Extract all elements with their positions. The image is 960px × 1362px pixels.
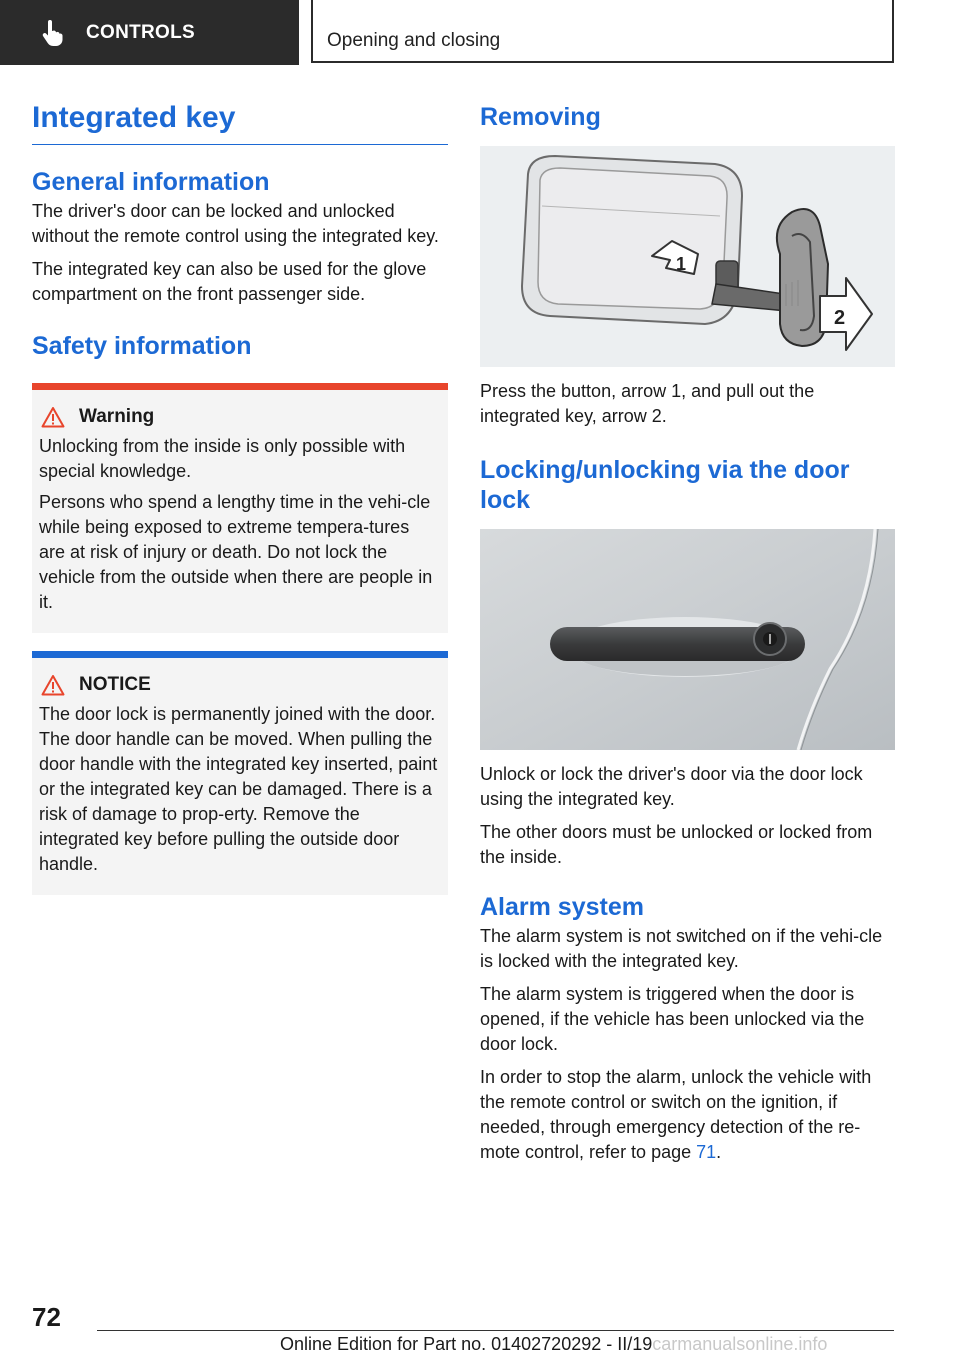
section-title: CONTROLS bbox=[86, 21, 196, 43]
warning-title bbox=[39, 406, 440, 428]
right-column bbox=[480, 100, 895, 1165]
key-removal-illustration bbox=[480, 146, 895, 367]
warning-label: Warning bbox=[79, 406, 155, 427]
alarm-paragraph-3-end: . bbox=[716, 1142, 722, 1162]
warning-box bbox=[32, 383, 448, 633]
notice-label: NOTICE bbox=[79, 674, 151, 695]
alarm-paragraph-3-text: In order to stop the alarm, unlock the vehicle with the remote control or switch on the ignition, if needed, through emergency detection of the re-mote control, refer to page bbox=[480, 1067, 872, 1162]
page-71-link[interactable]: 71 bbox=[696, 1142, 717, 1162]
section-tab bbox=[0, 0, 299, 65]
locking-paragraph-1: Unlock or lock the driver's door via the door lock using the integrated key. bbox=[480, 764, 863, 809]
general-information-heading: General information bbox=[32, 168, 270, 196]
alarm-system-heading: Alarm system bbox=[480, 893, 644, 921]
arrow-1-label: 1 bbox=[676, 254, 687, 274]
notice-paragraph: The door lock is permanently joined with the door. The door handle can be moved. When pulling the door handle with the integrated key inserted, paint or the integrated key can be damaged. There is a risk of damage to prop-erty. Remove the integrated key before pulling the outside door handle. bbox=[39, 704, 438, 874]
chapter-title: Opening and closing bbox=[327, 30, 501, 51]
page-title: Integrated key bbox=[32, 100, 448, 145]
removing-paragraph: Press the button, arrow 1, and pull out the integrated key, arrow 2. bbox=[480, 381, 815, 426]
removing-heading: Removing bbox=[480, 103, 601, 131]
page-number: 72 bbox=[32, 1302, 61, 1332]
alarm-paragraph-3 bbox=[480, 1065, 895, 1165]
chapter-header bbox=[311, 0, 894, 63]
warning-triangle-icon bbox=[41, 406, 65, 428]
edition-text: Online Edition for Part no. 01402720292 - II/19 bbox=[280, 1334, 653, 1354]
warning-paragraph-2: Persons who spend a lengthy time in the vehi-cle while being exposed to extreme tempera-tures are at risk of injury or death. Do not lock the vehicle from the outside when there are people in it. bbox=[39, 492, 433, 612]
door-handle-photo bbox=[480, 529, 895, 750]
alarm-paragraph-2: The alarm system is triggered when the door is opened, if the vehicle has been unlocked via the door lock. bbox=[480, 984, 865, 1054]
hand-pointer-icon bbox=[38, 19, 66, 47]
alarm-paragraph-1: The alarm system is not switched on if the vehi-cle is locked with the integrated key. bbox=[480, 926, 883, 971]
general-information-paragraph-2: The integrated key can also be used for the glove compartment on the front passenger side. bbox=[32, 259, 427, 304]
warning-paragraph-1: Unlocking from the inside is only possible with special knowledge. bbox=[39, 436, 406, 481]
safety-information-heading: Safety information bbox=[32, 332, 252, 360]
locking-heading: Locking/unlocking via the door lock bbox=[480, 456, 850, 514]
notice-box bbox=[32, 651, 448, 895]
watermark-text: carmanualsonline.info bbox=[652, 1334, 828, 1354]
locking-paragraph-2: The other doors must be unlocked or locked from the inside. bbox=[480, 822, 873, 867]
footer-divider bbox=[97, 1330, 894, 1331]
left-column bbox=[32, 100, 448, 895]
arrow-2-label: 2 bbox=[834, 307, 846, 329]
notice-title bbox=[39, 674, 440, 696]
footer-edition bbox=[280, 1334, 827, 1355]
notice-triangle-icon bbox=[41, 674, 65, 696]
general-information-paragraph-1: The driver's door can be locked and unlocked without the remote control using the integrated key. bbox=[32, 201, 439, 246]
